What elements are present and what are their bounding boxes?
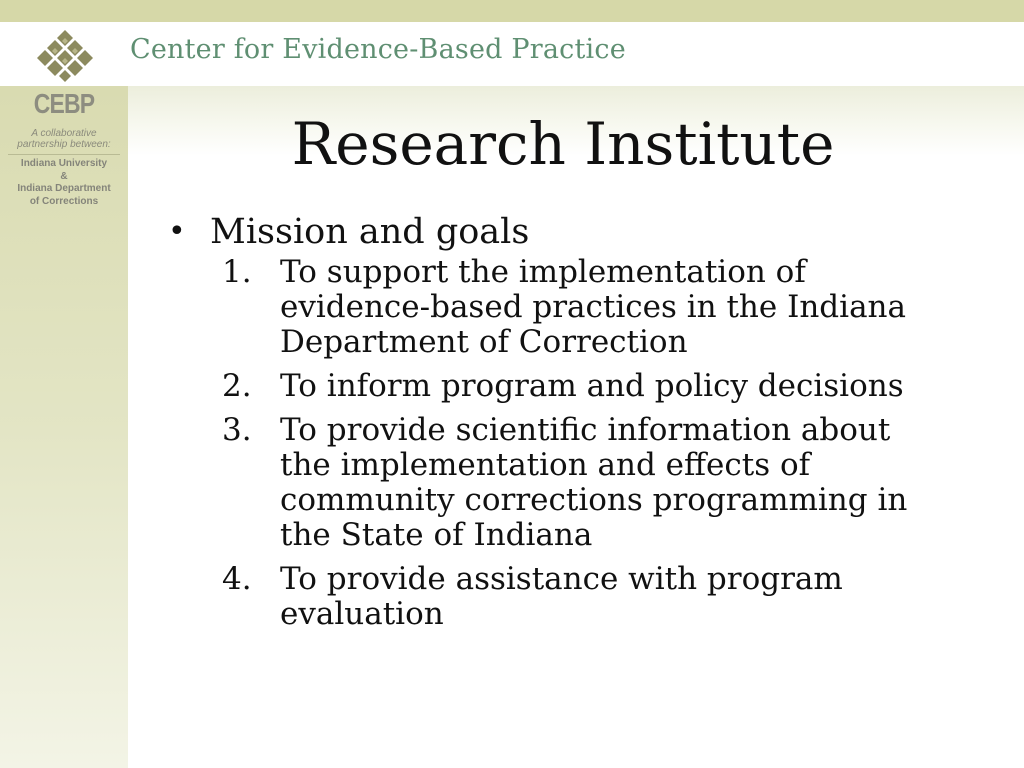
collab-line-2: partnership between:	[17, 139, 111, 150]
goal-text-line: Department of Correction	[280, 324, 688, 360]
partners-list	[0, 158, 128, 208]
goal-text-line: community corrections programming in	[280, 482, 908, 518]
goal-item	[168, 369, 968, 404]
org-name: Center for Evidence-Based Practice	[130, 34, 626, 65]
cebp-logo-icon	[33, 28, 97, 84]
goal-text-line: evidence-based practices in the Indiana	[280, 289, 906, 325]
collab-line-1: A collaborative	[31, 128, 97, 139]
partner-idoc-line-2: of Corrections	[29, 195, 99, 207]
goals-list	[168, 255, 968, 632]
goal-text-line: To provide assistance with program	[280, 561, 843, 597]
goal-number: 4.	[222, 561, 252, 597]
collaboration-note	[0, 128, 128, 150]
goal-text-line: To provide scientific information about	[280, 412, 891, 448]
goal-number: 1.	[222, 254, 252, 290]
bullet-dot-icon: •	[168, 214, 186, 249]
goal-text-line: To support the implementation of	[280, 254, 806, 290]
top-strip	[0, 0, 1024, 22]
goal-text-line: the implementation and effects of	[280, 447, 811, 483]
slide-title: Research Institute	[291, 110, 835, 178]
partner-indiana-university: Indiana University	[20, 158, 108, 169]
goal-text-line: To inform program and policy decisions	[280, 368, 904, 404]
goal-number: 3.	[222, 412, 252, 448]
sidebar-divider	[8, 154, 120, 155]
bullet-mission	[168, 209, 968, 255]
partner-idoc-line-1: Indiana Department	[17, 183, 111, 194]
goal-item	[168, 562, 968, 632]
bullet-text: Mission and goals	[210, 212, 530, 252]
cebp-abbreviation: CEBP	[33, 88, 95, 119]
goal-item	[168, 255, 968, 360]
goal-item	[168, 413, 968, 553]
slide-content	[168, 209, 968, 641]
goal-text-line: the State of Indiana	[280, 517, 593, 553]
partner-ampersand: &	[60, 170, 68, 182]
goal-number: 2.	[222, 368, 252, 404]
goal-text-line: evaluation	[280, 596, 444, 632]
